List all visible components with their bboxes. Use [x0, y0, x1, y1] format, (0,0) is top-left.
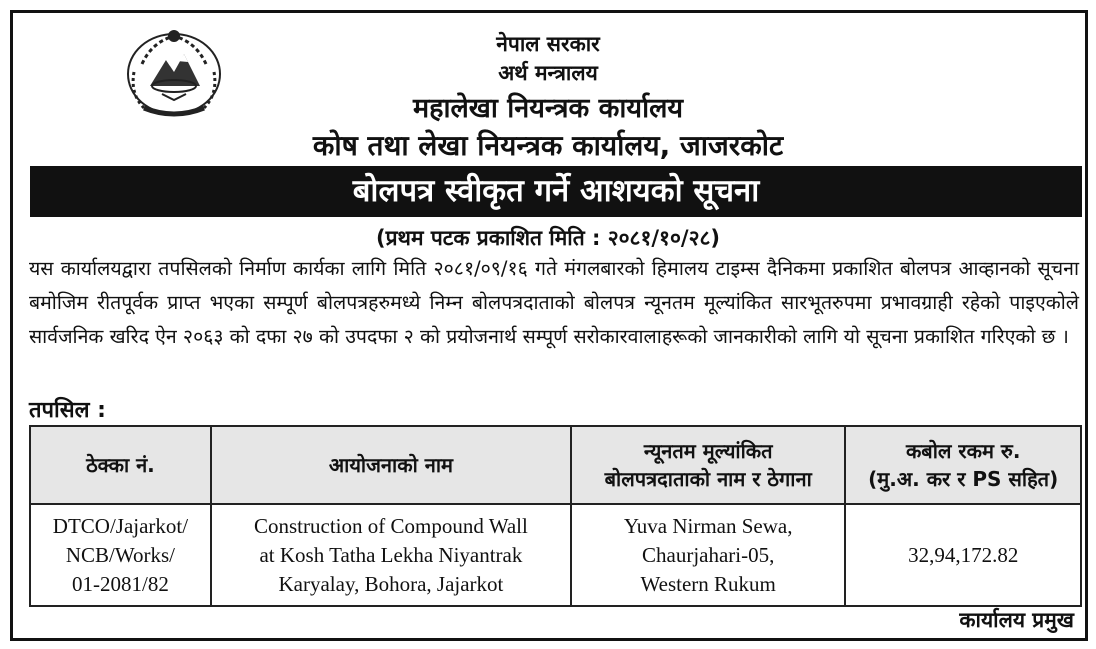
project-name-line: Karyalay, Bohora, Jajarkot — [278, 571, 504, 596]
results-table — [29, 425, 1082, 607]
cell-amount — [845, 504, 1081, 606]
col-header-amount-line1: कबोल रकम रु. — [905, 439, 1021, 463]
project-name-line: Construction of Compound Wall — [254, 513, 528, 538]
contract-no-line: 01-2081/82 — [72, 571, 169, 596]
col-header-amount-line2: (मु.अ. कर र PS सहित) — [868, 467, 1059, 491]
col-header-contract-no-label: ठेक्का नं. — [86, 453, 155, 477]
office-chief-signoff: कार्यालय प्रमुख — [959, 608, 1074, 632]
header-department: महालेखा नियन्त्रक कार्यालय — [412, 93, 684, 124]
header-ministry: अर्थ मन्त्रालय — [498, 61, 598, 85]
bidder-line: Western Rukum — [640, 571, 776, 596]
col-header-bidder — [571, 426, 845, 504]
notice-title-banner: बोलपत्र स्वीकृत गर्ने आशयको सूचना — [30, 166, 1082, 217]
header-office: कोष तथा लेखा नियन्त्रक कार्यालय, जाजरकोट — [312, 129, 784, 162]
contract-no-line: DTCO/Jajarkot/ — [52, 513, 189, 538]
notice-body: यस कार्यालयद्वारा तपसिलको निर्माण कार्यका लागि मिति २०८१/०९/१६ गते मंगलबारको हिमालय टाइम्स दैनिकमा प्रकाशित बोलपत्र आव्हानको सूचना बमोजिम रीतपूर्वक प्राप्त भएका सम्पूर्ण बोलपत्रहरुमध्ये निम्न बोलपत्रदाताको बोलपत्र न्यूनतम मूल्यांकित सारभूतरुपमा प्रभावग्राही रहेको पाइएकोले सार्वजनिक खरिद ऐन २०६३ को दफा २७ को उपदफा २ को प्रयोजनार्थ सम्पूर्ण सरोकारवालाहरूको जानकारीको लागि यो सूचना प्रकाशित गरिएको छ । — [29, 257, 1079, 348]
publish-date: (प्रथम पटक प्रकाशित मिति : २०८१/१०/२८) — [375, 226, 721, 250]
col-header-amount — [845, 426, 1081, 504]
cell-bidder — [571, 504, 845, 606]
project-name-line: at Kosh Tatha Lekha Niyantrak — [259, 542, 523, 567]
col-header-project-name — [211, 426, 571, 504]
table-header-row — [30, 426, 1081, 504]
col-header-bidder-line1: न्यूनतम मूल्यांकित — [643, 439, 773, 463]
header-government: नेपाल सरकार — [496, 32, 600, 56]
bid-amount: 32,94,172.82 — [908, 542, 1019, 567]
contract-no-line: NCB/Works/ — [65, 542, 176, 567]
col-header-project-name-label: आयोजनाको नाम — [328, 453, 453, 477]
col-header-contract-no — [30, 426, 211, 504]
cell-project-name — [211, 504, 571, 606]
cell-contract-no — [30, 504, 211, 606]
bidder-line: Yuva Nirman Sewa, — [623, 513, 793, 538]
bidder-line: Chaurjahari-05, — [642, 542, 775, 567]
details-label: तपसिल : — [29, 398, 106, 423]
col-header-bidder-line2: बोलपत्रदाताको नाम र ठेगाना — [604, 467, 812, 491]
table-row — [30, 504, 1081, 606]
